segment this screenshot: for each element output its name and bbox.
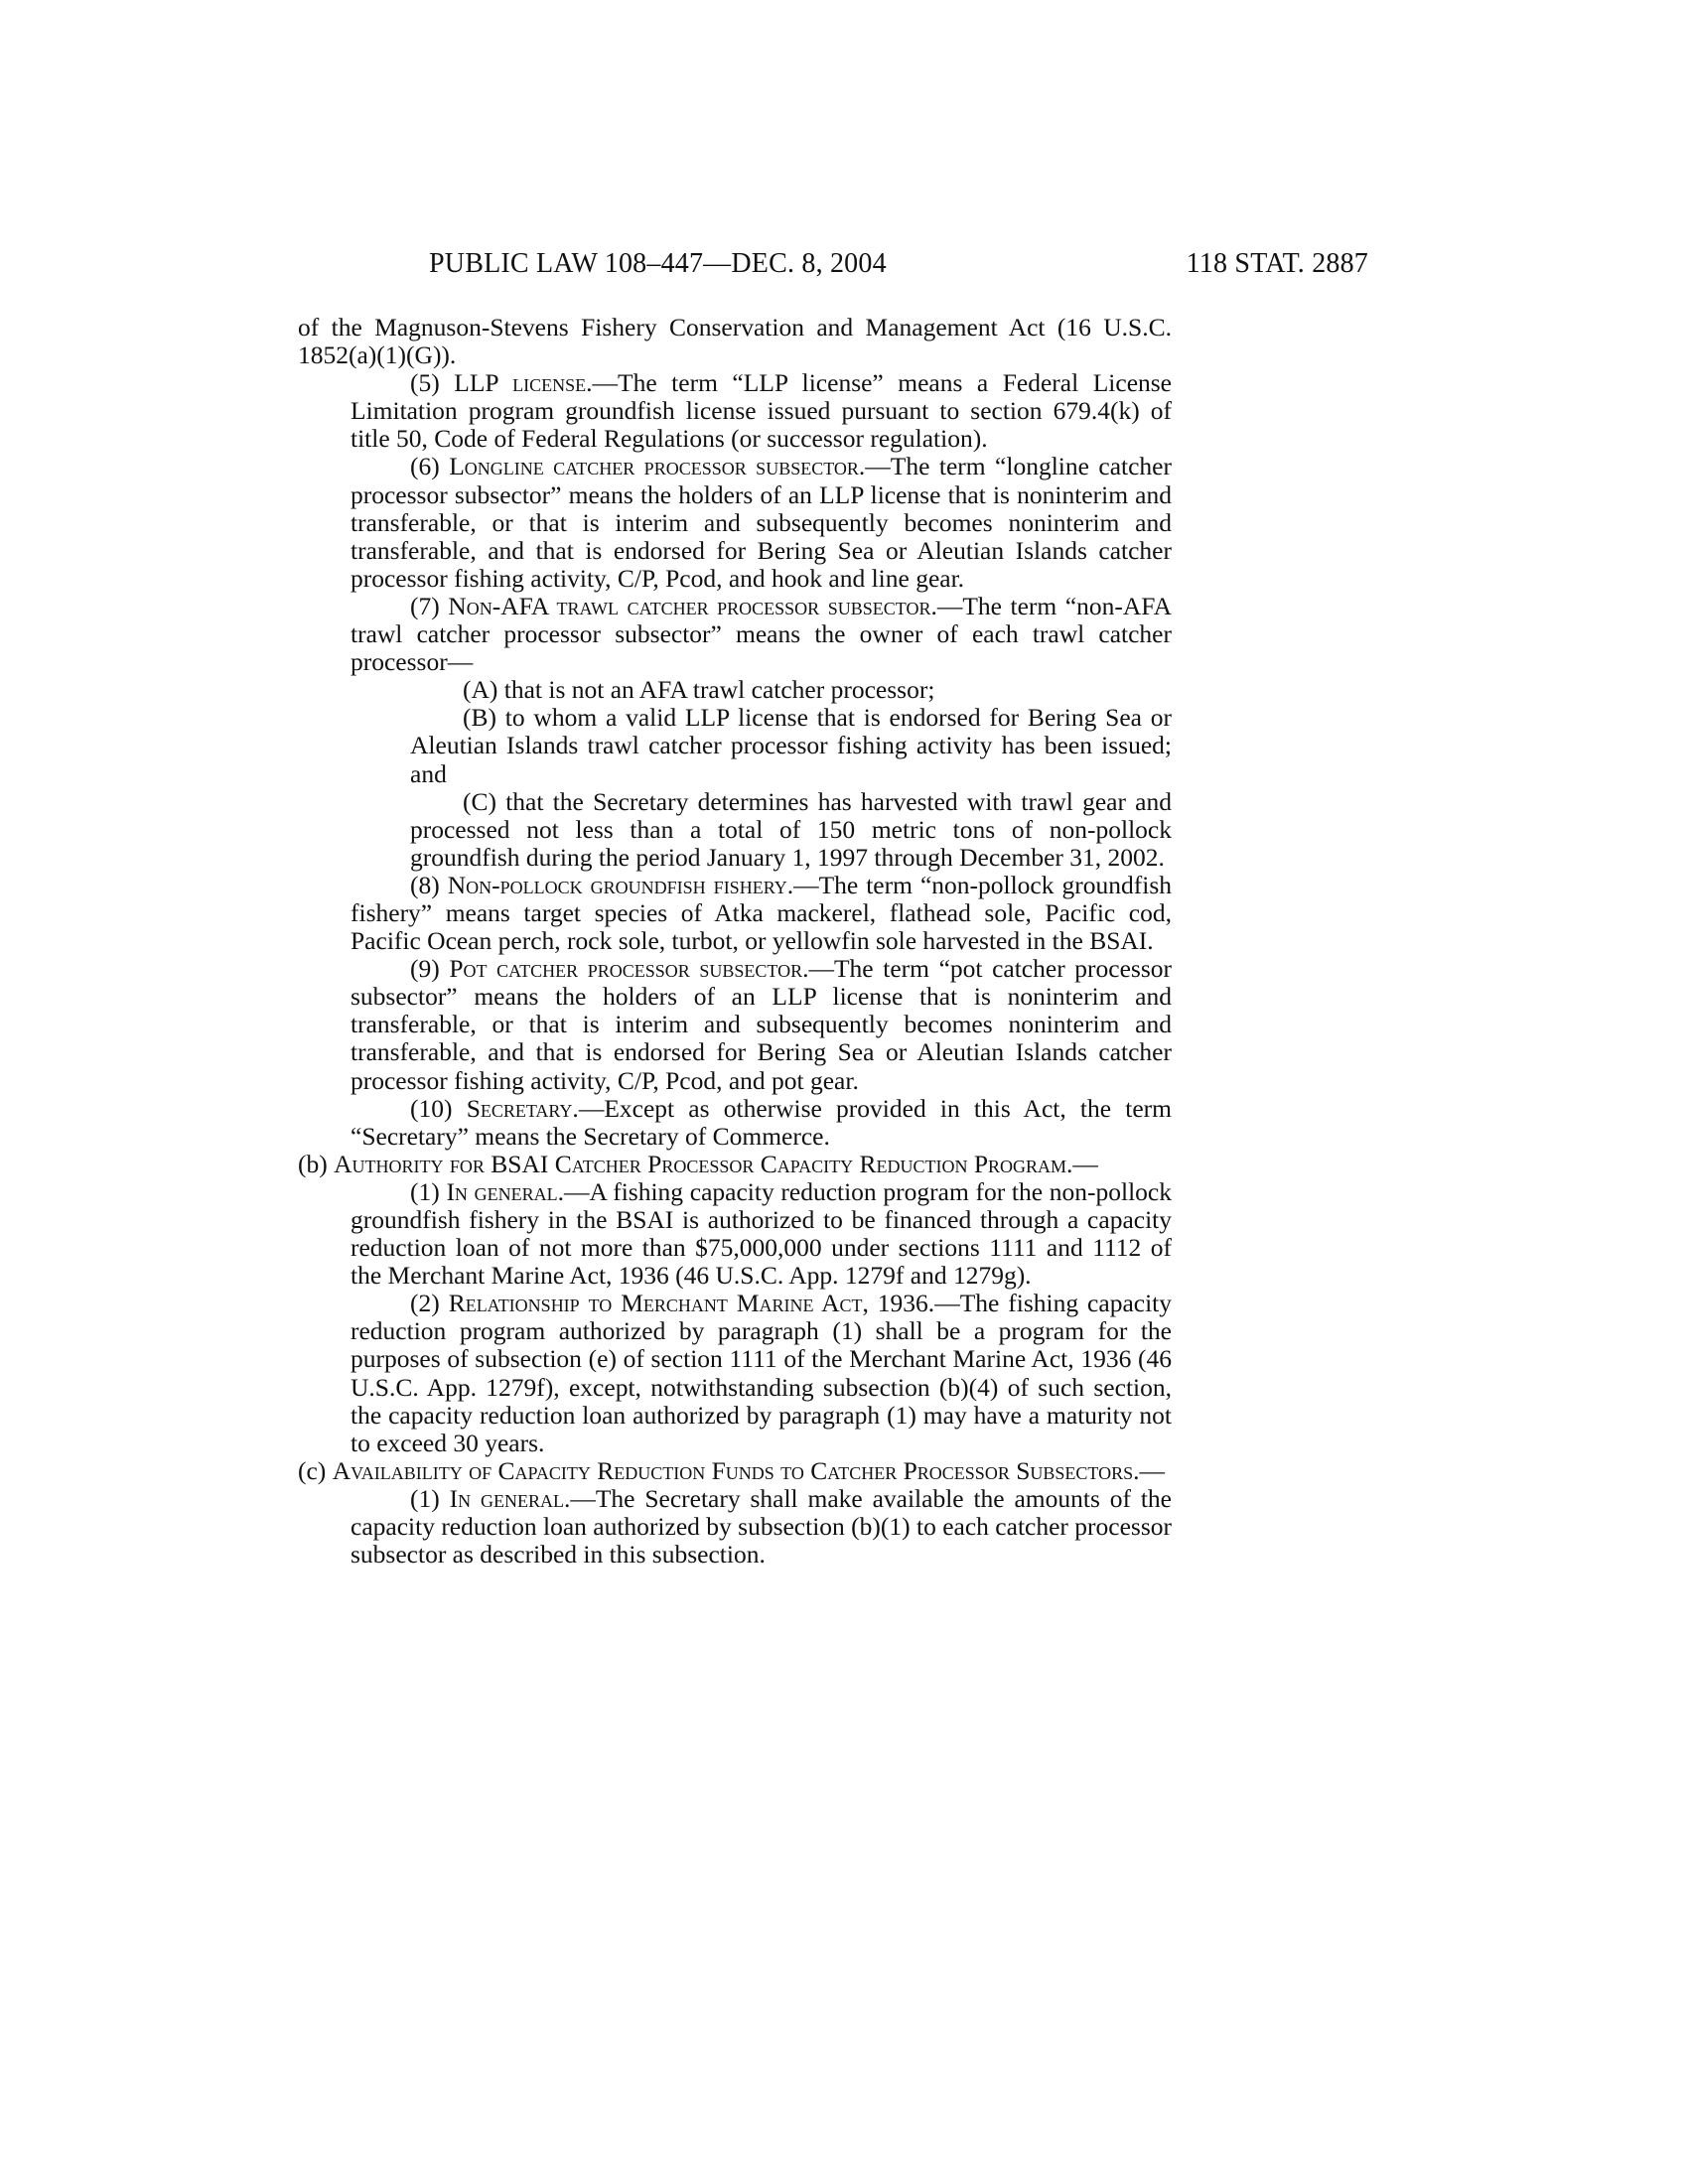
paragraph-number: (1) [410,1176,440,1206]
paragraph-7-non-afa-subsector [298,593,1172,676]
paragraph-number: (8) [410,870,440,899]
paragraph-heading: LLP license. [454,368,593,398]
paragraph-c1-in-general [298,1485,1172,1569]
subparagraph-text: (C) that the Secretary determines has harvested with trawl gear and processed not less than a total of 150 metric tons of non-pollock groundfish during the period January 1, 1997 through December 31, 2002. [410,786,1172,872]
paragraph-number: (9) [410,954,440,984]
subsection-heading: Authority for BSAI Catcher Processor Capacity Reduction Program. [334,1149,1073,1178]
paragraph-text: —The term “pot catcher processor subsector” means the holders of an LLP license that is noninterim and transferable, or that is interim and subsequently becomes noninterim and transferable, and that is endorsed for Bering Sea or Aleutian Islands catcher processor fishing activity, C/P, Pcod, and pot gear. [351,954,1173,1095]
paragraph-text: —The term “non-pollock groundfish fishery” means target species of Atka mackerel, flathead sole, Pacific cod, Pacific Ocean perch, rock sole, turbot, or yellowfin sole harvested in the BSAI. [351,870,1172,956]
paragraph-heading: Relationship to Merchant Marine Act, 1936. [448,1289,935,1318]
paragraph-text: —The Secretary shall make available the amounts of the capacity reduction loan authorized by subsection (b)(1) to each catcher processor subsector as described in this subsection. [351,1483,1172,1570]
paragraph-10-secretary [298,1095,1172,1151]
paragraph-b1-in-general [298,1178,1172,1290]
paragraph-text: —The term “non-AFA trawl catcher processor subsector” means the owner of each trawl catcher processor— [351,591,1172,677]
paragraph-6-longline-subsector [298,453,1172,592]
subsection-dash: — [1072,1149,1098,1178]
paragraph-heading: In general. [446,1176,564,1206]
page-header [415,244,1368,284]
running-head: PUBLIC LAW 108–447—DEC. 8, 2004 [429,248,887,279]
subsection-dash: — [1139,1455,1165,1485]
paragraph-number: (10) [410,1093,453,1123]
paragraph-heading: In general. [449,1483,571,1513]
paragraph-text: —A fishing capacity reduction program for the non-pollock groundfish fishery in the BSAI is authorized to be financed through a capacity reduction loan of not more than $75,000,000 under sections 1111 and 1112 of the Merchant Marine Act, 1936 (46 U.S.C. App. 1279f and 1279g). [351,1176,1172,1291]
paragraph-heading: Pot catcher processor subsector. [449,954,809,984]
paragraph-heading: Secretary. [466,1093,579,1123]
paragraph-heading: Longline catcher processor subsector. [449,452,866,481]
paragraph-text: —The term “longline catcher processor subsector” means the holders of an LLP license that is noninterim and transferable, or that is interim and subsequently becomes noninterim and transferable, and that is endorsed for Bering Sea or Aleutian Islands catcher processor fishing activity, C/P, Pcod, and hook and line gear. [351,452,1172,593]
paragraph-text: —Except as otherwise provided in this Act, the term “Secretary” means the Secretary of Commerce. [351,1093,1173,1151]
subparagraph-text: (B) to whom a valid LLP license that is endorsed for Bering Sea or Aleutian Islands trawl catcher processor fishing activity has been issued; and [410,703,1172,788]
subsection-number: (c) [298,1455,327,1485]
statute-page-reference: 118 STAT. 2887 [1186,248,1368,279]
subsection-c-heading [298,1457,1172,1485]
paragraph-heading: Non-AFA trawl catcher processor subsector. [448,591,937,620]
paragraph-number: (6) [410,452,440,481]
paragraph-heading: Non-pollock groundfish fishery. [447,870,794,899]
paragraph-b2-relationship [298,1290,1172,1457]
paragraph-8-non-pollock-fishery [298,872,1172,955]
paragraph-continuation [298,314,1172,369]
paragraph-number: (5) [410,368,440,398]
paragraph-9-pot-subsector [298,955,1172,1094]
paragraph-text: —The fishing capacity reduction program authorized by paragraph (1) shall be a program for the purposes of subsection (e) of section 1111 of the Merchant Marine Act, 1936 (46 U.S.C. App. 1279f), except, notwithstanding subsection (b)(4) of such section, the capacity reduction loan authorized by paragraph (1) may have a maturity not to exceed 30 years. [351,1289,1172,1457]
paragraph-number: (7) [410,591,440,620]
paragraph-number: (2) [410,1289,440,1318]
subsection-heading: Availability of Capacity Reduction Funds to Catcher Processor Subsectors. [332,1455,1140,1485]
subparagraph-7c [298,788,1172,872]
subsection-b-heading [298,1151,1172,1178]
subparagraph-text: (A) that is not an AFA trawl catcher processor; [463,675,935,705]
paragraph-text: of the Magnuson-Stevens Fishery Conservation and Management Act (16 U.S.C. 1852(a)(1)(G)). [298,313,1172,370]
paragraph-5-llp-license [298,369,1172,453]
subparagraph-7b [298,704,1172,787]
paragraph-number: (1) [410,1483,440,1513]
subsection-number: (b) [298,1149,328,1178]
paragraph-text: —The term “LLP license” means a Federal License Limitation program groundfish license issued pursuant to section 679.4(k) of title 50, Code of Federal Regulations (or successor regulation). [351,368,1173,454]
subparagraph-7a [298,676,1172,704]
body-text [298,314,1172,1569]
